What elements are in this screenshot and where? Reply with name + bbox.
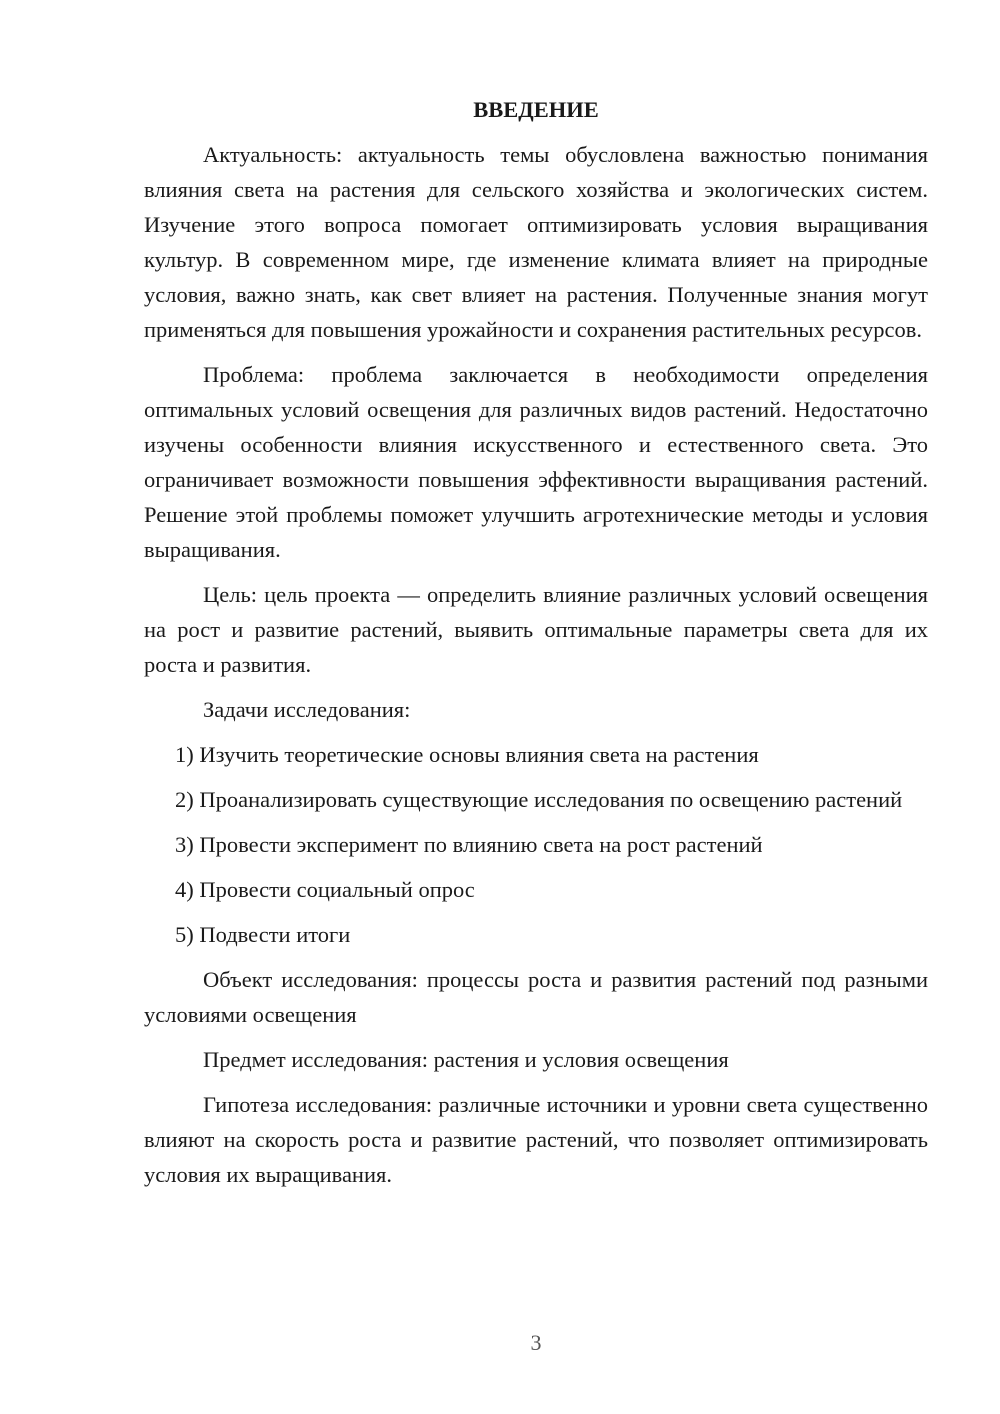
paragraph-relevance: Актуальность: актуальность темы обусловлена важностью понимания влияния света на растения для сельского хозяйства и экологических систем. Изучение этого вопроса помогает оптимизировать условия выращивания культур. В современном мире, где изменение климата влияет на природные условия, важно знать, как свет влияет на растения. Полученные знания могут применяться для повышения урожайности и сохранения растительных ресурсов. (144, 142, 928, 342)
list-item-task-1: 1) Изучить теоретические основы влияния света на растения (175, 742, 759, 767)
document-body (144, 92, 928, 1202)
list-item-task-5: 5) Подвести итоги (175, 922, 351, 947)
paragraph-problem: Проблема: проблема заключается в необходимости определения оптимальных условий освещения для различных видов растений. Недостаточно изучены особенности влияния искусственного и естественного света. Это ограничивает возможности повышения эффективности выращивания растений. Решение этой проблемы поможет улучшить агротехнические методы и условия выращивания. (144, 362, 928, 562)
list-item-task-2: 2) Проанализировать существующие исследования по освещению растений (175, 787, 903, 812)
paragraph-tasks-intro: Задачи исследования: (203, 697, 411, 722)
paragraph-object: Объект исследования: процессы роста и развития растений под разными условиями освещения (144, 967, 928, 1027)
list-item-task-3: 3) Провести эксперимент по влиянию света на рост растений (175, 832, 763, 857)
paragraph-subject: Предмет исследования: растения и условия освещения (203, 1047, 729, 1072)
paragraph-hypothesis: Гипотеза исследования: различные источники и уровни света существенно влияют на скорость роста и развитие растений, что позволяет оптимизировать условия их выращивания. (144, 1092, 928, 1187)
section-heading: ВВЕДЕНИЕ (473, 97, 599, 122)
page-number: 3 (530, 1330, 542, 1355)
paragraph-goal: Цель: цель проекта — определить влияние различных условий освещения на рост и развитие растений, выявить оптимальные параметры света для их роста и развития. (144, 582, 928, 677)
list-item-task-4: 4) Провести социальный опрос (175, 877, 475, 902)
